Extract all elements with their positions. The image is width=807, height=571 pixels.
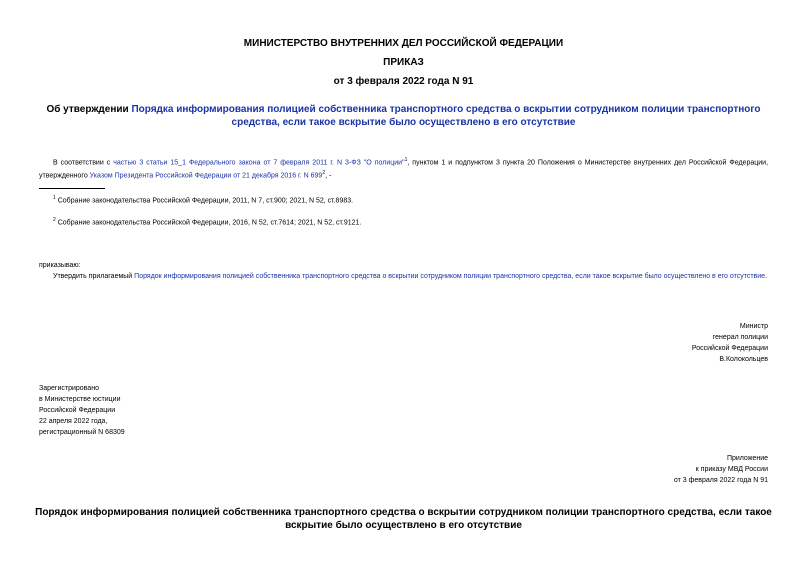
registration-line-4: 22 апреля 2022 года, <box>39 418 108 425</box>
doc-type: ПРИКАЗ <box>383 57 424 68</box>
appendix-title: Порядок информирования полицией собственника транспортного средства о вскрытии сотрудником полиции транспортного средства, если такое вскрытие было осуществлено в его отсутствие <box>35 507 772 531</box>
footnote-2 <box>53 215 361 228</box>
preamble-text-1: В соответствии с <box>53 159 114 167</box>
approve-end: . <box>765 273 768 280</box>
registration-line-5: регистрационный N 68309 <box>39 429 125 436</box>
registration-line-1: Зарегистрировано <box>39 385 99 392</box>
ministry-title: МИНИСТЕРСТВО ВНУТРЕННИХ ДЕЛ РОССИЙСКОЙ ФЕДЕРАЦИИ <box>243 38 564 49</box>
signature-block <box>692 321 768 365</box>
signature-line-2: генерал полиции <box>712 334 768 341</box>
decree-link[interactable]: Указом Президента Российской Федерации от 21 декабря 2016 г. N 699 <box>89 172 323 180</box>
prikazyvayu-label: приказываю: <box>39 262 81 269</box>
signature-line-3: Российской Федерации <box>691 345 768 352</box>
approve-text: Утвердить прилагаемый <box>53 273 135 280</box>
footnote-divider <box>39 188 105 189</box>
preamble-text-3: , - <box>325 172 332 180</box>
appendix-line-1: Приложение <box>726 455 768 462</box>
order-title-link[interactable]: Порядка информирования полицией собственника транспортного средства о вскрытии сотрудником полиции транспортного средства, если такое вскрытие было осуществлено в его отсутствие <box>131 104 761 128</box>
signature-line-4: В.Колокольцев <box>719 356 768 363</box>
preamble-paragraph <box>39 155 768 182</box>
footnote-ref-2[interactable]: 2 <box>322 170 326 177</box>
appendix-line-2: к приказу МВД России <box>695 466 768 473</box>
procedure-link[interactable]: Порядок информирования полицией собственника транспортного средства о вскрытии сотрудником полиции транспортного средства, если такое вскрытие было осуществлено в его отсутствие <box>134 273 766 280</box>
footnote-1 <box>53 193 353 206</box>
footnote-mark-1: 1 <box>53 195 56 201</box>
approve-paragraph <box>39 271 768 282</box>
footnote-text-2: Собрание законодательства Российской Федерации, 2016, N 52, ст.7614; 2021, N 52, ст.9121. <box>57 219 362 227</box>
footnote-text-1: Собрание законодательства Российской Федерации, 2011, N 7, ст.900; 2021, N 52, ст.8983. <box>57 197 354 205</box>
footnote-mark-2: 2 <box>53 217 56 223</box>
registration-line-3: Российской Федерации <box>39 407 116 414</box>
signature-line-1: Министр <box>739 323 768 330</box>
law-link[interactable]: частью 3 статьи 15_1 Федерального закона от 7 февраля 2011 г. N 3-ФЗ "О полиции" <box>113 159 405 167</box>
appendix-line-3: от 3 февраля 2022 года N 91 <box>673 477 768 484</box>
order-date-number: от 3 февраля 2022 года N 91 <box>333 76 474 87</box>
order-title <box>40 103 767 129</box>
registration-block <box>39 383 125 438</box>
footnote-ref-1[interactable]: 1 <box>404 157 408 163</box>
registration-line-2: в Министерстве юстиции <box>39 396 121 403</box>
order-title-prefix: Об утверждении <box>46 104 132 115</box>
preamble-text-2: , пунктом 1 и подпунктом 3 пункта 20 Положения о Министерстве внутренних дел Российской Федерации, утвержденного <box>39 159 769 180</box>
appendix-block <box>674 453 768 486</box>
